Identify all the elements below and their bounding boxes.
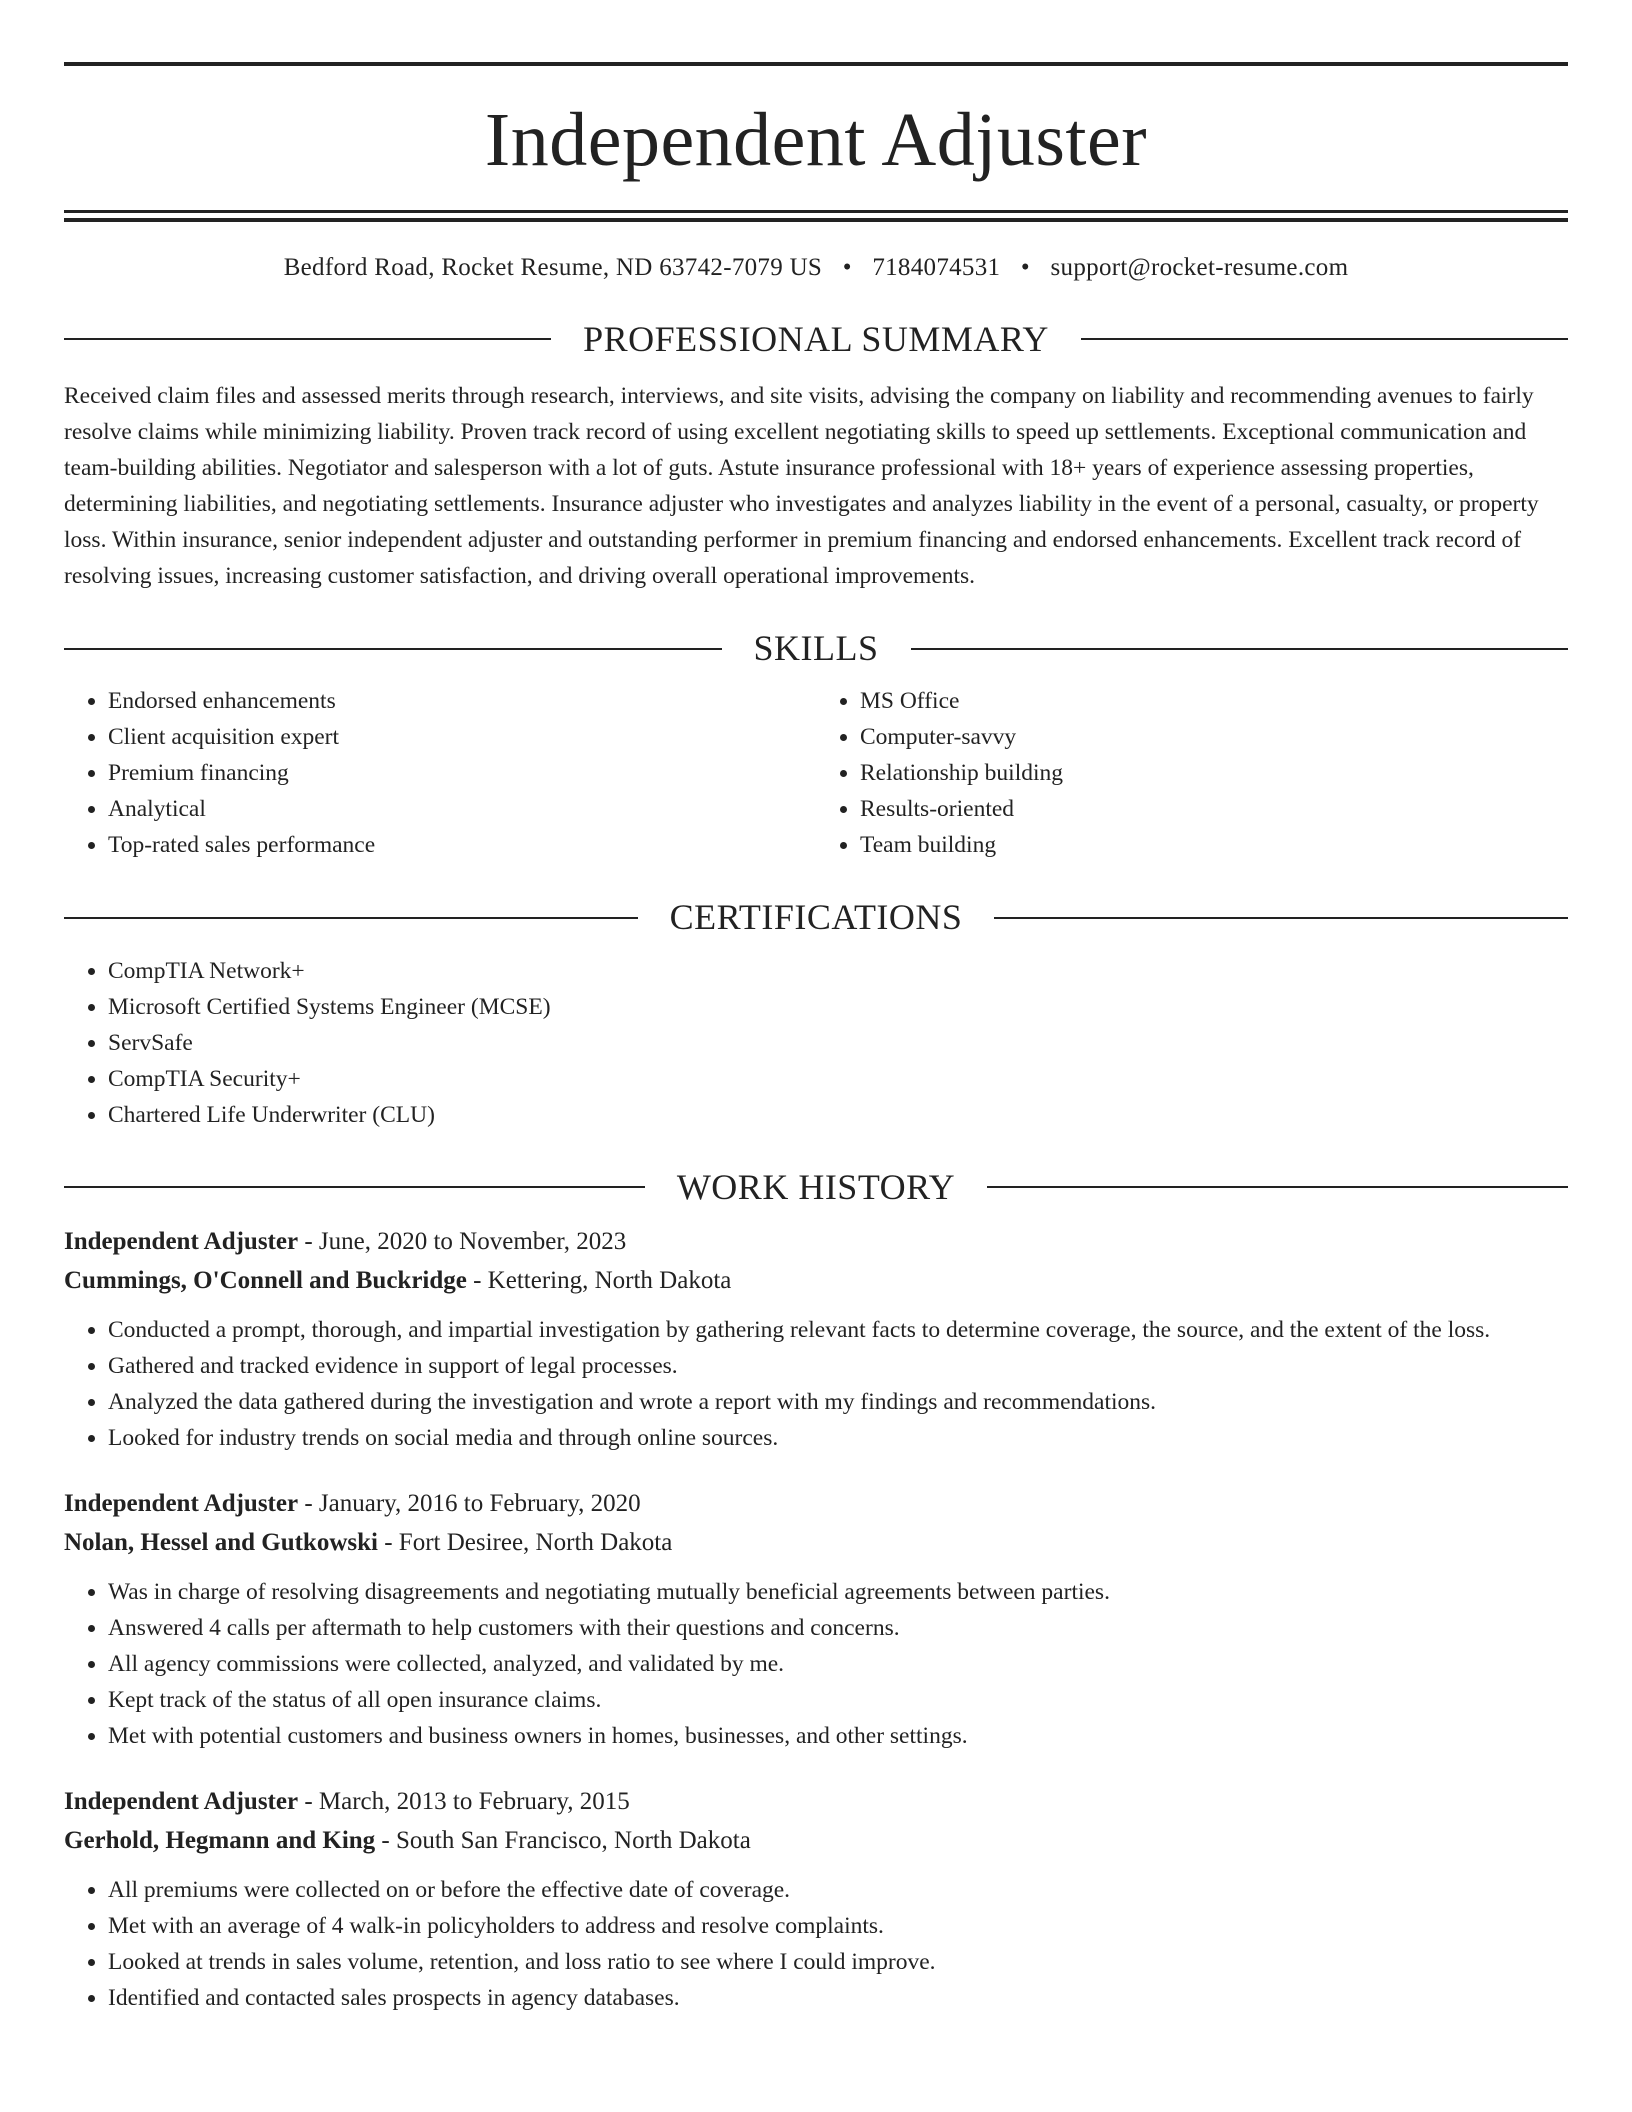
job-bullet: • Met with an average of 4 walk-in policyholders to address and resolve complaints.: [108, 1908, 1568, 1944]
summary-text: Received claim files and assessed merits through research, interviews, and site visits, advising the company on liability and recommending avenues to fairly resolve claims while minimizing liability. Proven track record of using excellent negotiating skills to speed up settlements. Exceptional communication and team-building abilities. Negotiator and salesperson with a lot of guts. Astute insurance professional with 18+ years of experience assessing properties, determining liabilities, and negotiating settlements. Insurance adjuster who investigates and analyzes liability in the event of a personal, casualty, or property loss. Within insurance, senior independent adjuster and outstanding performer in premium financing and endorsed enhancements. Excellent track record of resolving issues, increasing customer satisfaction, and driving overall operational improvements.: [64, 382, 1539, 589]
skills-column-right: [816, 683, 1568, 863]
job-company-line: [64, 1821, 1568, 1860]
job-location: - South San Francisco, North Dakota: [375, 1827, 751, 1855]
heading-rule-left: [64, 338, 551, 340]
job-bullet: • Kept track of the status of all open insurance claims.: [108, 1682, 1568, 1718]
contact-separator: •: [1020, 254, 1030, 281]
job-bullets: [64, 1872, 1568, 2016]
certifications-heading-label: CERTIFICATIONS: [669, 897, 963, 938]
skill-item: • Client acquisition expert: [108, 719, 816, 755]
summary-section-heading: [64, 319, 1568, 360]
job-title: Independent Adjuster: [64, 1490, 299, 1518]
skill-item: • Results-oriented: [860, 791, 1568, 827]
certification-item: • CompTIA Network+: [108, 953, 1568, 989]
heading-rule-left: [64, 648, 722, 650]
heading-rule-right: [994, 917, 1568, 919]
job-title-line: [64, 1782, 1568, 1821]
skill-item: • Premium financing: [108, 755, 816, 791]
job-bullet: • Looked for industry trends on social media and through online sources.: [108, 1420, 1568, 1456]
job-title-line: [64, 1222, 1568, 1261]
skills-list-right: [816, 683, 1568, 863]
work-history-heading-label: WORK HISTORY: [676, 1166, 956, 1207]
job-dates: - January, 2016 to February, 2020: [298, 1490, 641, 1518]
job-company: Gerhold, Hegmann and King: [64, 1827, 376, 1855]
job-entry: [64, 1782, 1568, 2016]
certifications-section-heading: [64, 897, 1568, 938]
job-location: - Kettering, North Dakota: [466, 1267, 732, 1295]
title-double-rule: [64, 210, 1568, 222]
certification-item: • Microsoft Certified Systems Engineer (MCSE): [108, 989, 1568, 1025]
job-bullets: [64, 1574, 1568, 1754]
skills-columns: [64, 683, 1568, 863]
job-bullet: • Met with potential customers and business owners in homes, businesses, and other settings.: [108, 1718, 1568, 1754]
skill-item: • Relationship building: [860, 755, 1568, 791]
contact-phone: 7184074531: [872, 254, 1001, 281]
job-title: Independent Adjuster: [64, 1228, 299, 1256]
skills-section-heading: [64, 628, 1568, 669]
heading-rule-right: [987, 1186, 1568, 1188]
job-company-line: [64, 1523, 1568, 1562]
job-bullet: • Identified and contacted sales prospects in agency databases.: [108, 1980, 1568, 2016]
contact-address: Bedford Road, Rocket Resume, ND 63742-7079 US: [283, 254, 823, 281]
job-entry: [64, 1222, 1568, 1456]
job-entry: [64, 1484, 1568, 1754]
heading-rule-right: [911, 648, 1569, 650]
job-location: - Fort Desiree, North Dakota: [377, 1529, 673, 1557]
skills-heading-label: SKILLS: [753, 627, 879, 668]
job-dates: - June, 2020 to November, 2023: [298, 1228, 627, 1256]
top-rule: [64, 62, 1568, 66]
job-bullet: • Looked at trends in sales volume, retention, and loss ratio to see where I could improve.: [108, 1944, 1568, 1980]
skill-item: • Computer-savvy: [860, 719, 1568, 755]
job-bullet: • Answered 4 calls per aftermath to help customers with their questions and concerns.: [108, 1610, 1568, 1646]
contact-separator: •: [842, 254, 852, 281]
summary-heading-label: PROFESSIONAL SUMMARY: [583, 318, 1049, 359]
heading-rule-right: [1081, 338, 1568, 340]
job-bullets: [64, 1312, 1568, 1456]
job-bullet: • Was in charge of resolving disagreements and negotiating mutually beneficial agreements between parties.: [108, 1574, 1568, 1610]
skills-list-left: [64, 683, 816, 863]
job-bullet: • Analyzed the data gathered during the investigation and wrote a report with my findings and recommendations.: [108, 1384, 1568, 1420]
job-bullet: • All agency commissions were collected, analyzed, and validated by me.: [108, 1646, 1568, 1682]
skill-item: • Top-rated sales performance: [108, 827, 816, 863]
certifications-list: [64, 953, 1568, 1133]
certification-item: • CompTIA Security+: [108, 1061, 1568, 1097]
skills-column-left: [64, 683, 816, 863]
skill-item: • Endorsed enhancements: [108, 683, 816, 719]
contact-email: support@rocket-resume.com: [1050, 254, 1349, 281]
contact-line: [64, 252, 1568, 285]
work-history-section-heading: [64, 1167, 1568, 1208]
skill-item: • Analytical: [108, 791, 816, 827]
heading-rule-left: [64, 917, 638, 919]
job-title: Independent Adjuster: [64, 1788, 299, 1816]
job-dates: - March, 2013 to February, 2015: [298, 1788, 630, 1816]
job-company: Nolan, Hessel and Gutkowski: [64, 1529, 378, 1557]
job-company-line: [64, 1261, 1568, 1300]
heading-rule-left: [64, 1186, 645, 1188]
job-title-line: [64, 1484, 1568, 1523]
job-bullet: • Gathered and tracked evidence in support of legal processes.: [108, 1348, 1568, 1384]
skill-item: • MS Office: [860, 683, 1568, 719]
certifications-list-wrap: [64, 953, 1568, 1133]
job-bullet: • Conducted a prompt, thorough, and impartial investigation by gathering relevant facts to determine coverage, the source, and the extent of the loss.: [108, 1312, 1568, 1348]
job-bullet: • All premiums were collected on or before the effective date of coverage.: [108, 1872, 1568, 1908]
job-company: Cummings, O'Connell and Buckridge: [64, 1267, 467, 1295]
certification-item: • Chartered Life Underwriter (CLU): [108, 1097, 1568, 1133]
resume-title: Independent Adjuster: [484, 98, 1148, 182]
certification-item: • ServSafe: [108, 1025, 1568, 1061]
skill-item: • Team building: [860, 827, 1568, 863]
